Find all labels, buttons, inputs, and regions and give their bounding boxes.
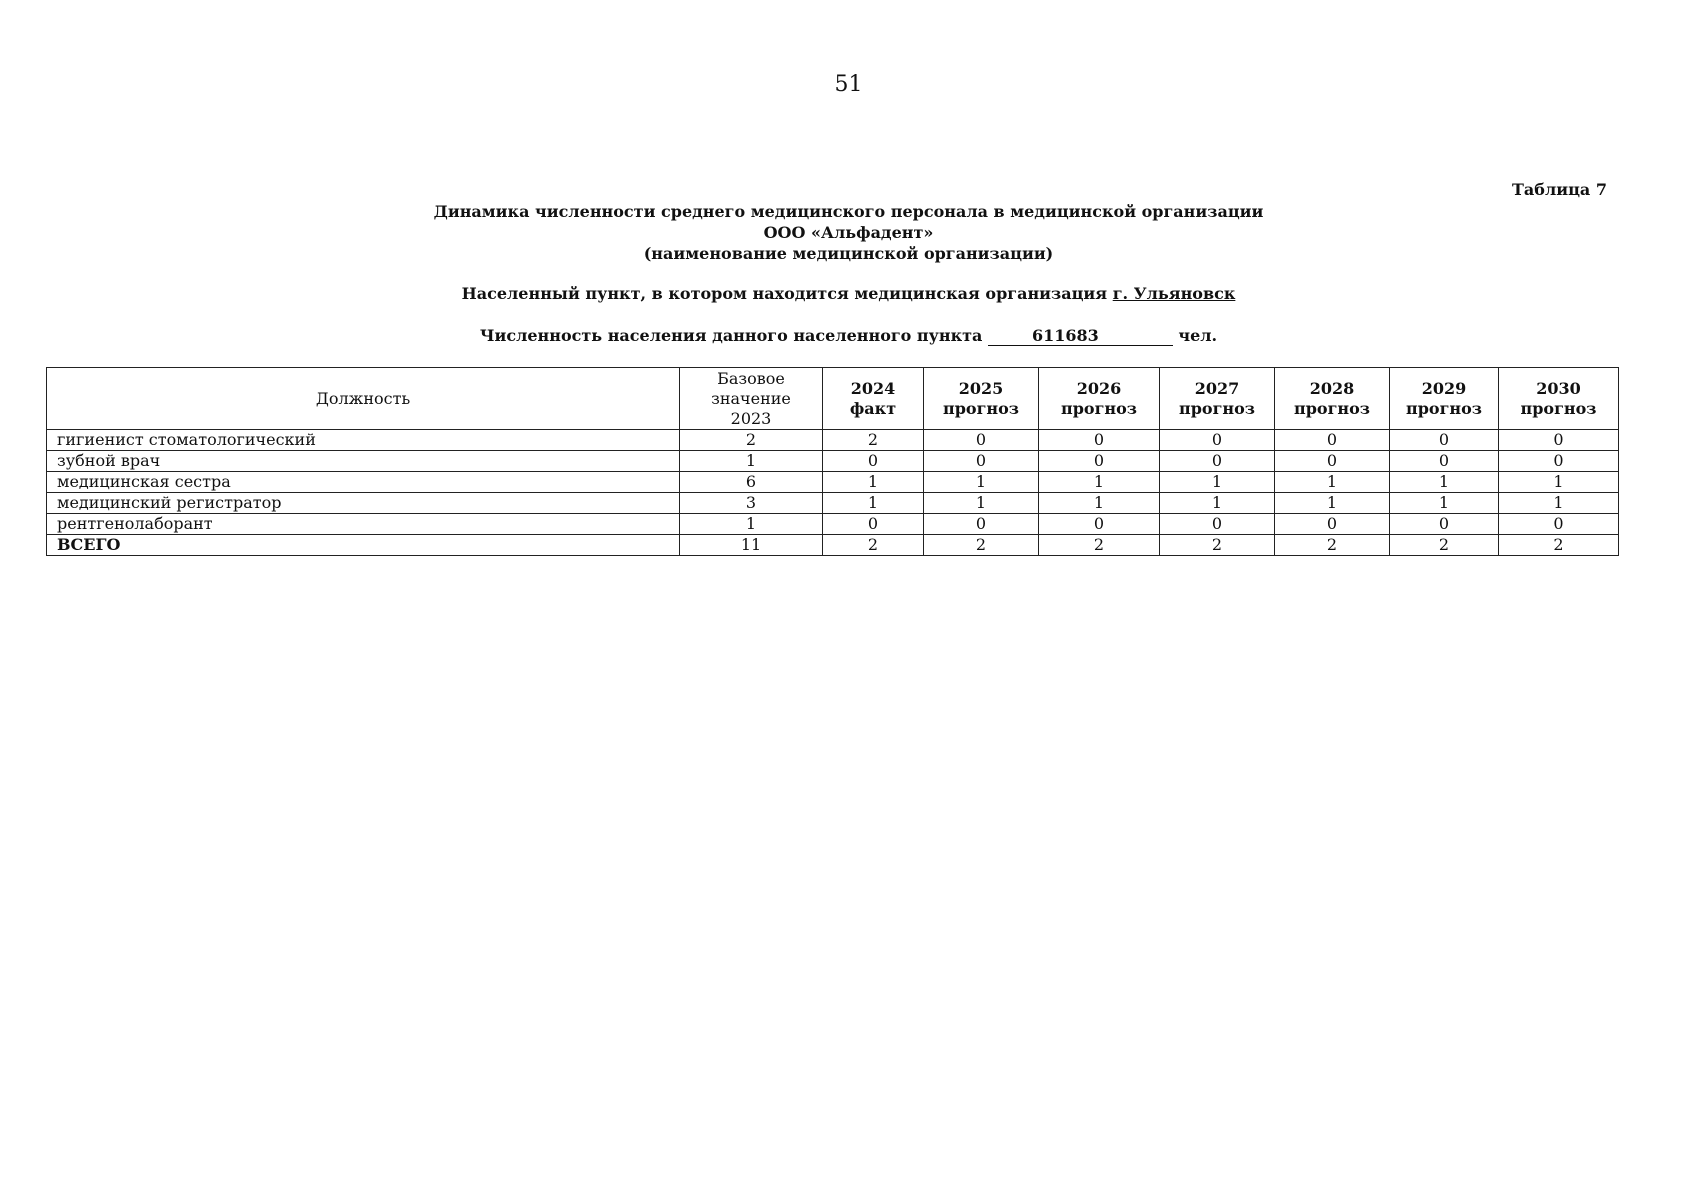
value-cell: 0 xyxy=(1275,451,1390,472)
value-cell: 1 xyxy=(1160,493,1275,514)
population-unit: чел. xyxy=(1178,326,1218,345)
value-cell: 2 xyxy=(680,430,823,451)
header-year: 2024 xyxy=(850,378,896,398)
table-row xyxy=(47,472,1619,493)
total-label: ВСЕГО xyxy=(47,535,680,556)
document-title xyxy=(0,201,1697,264)
value-cell: 1 xyxy=(924,493,1039,514)
population-line xyxy=(0,326,1697,346)
total-value-cell: 11 xyxy=(680,535,823,556)
total-value-cell: 2 xyxy=(1390,535,1499,556)
value-cell: 0 xyxy=(924,514,1039,535)
value-cell: 1 xyxy=(1160,472,1275,493)
value-cell: 1 xyxy=(1390,493,1499,514)
value-cell: 1 xyxy=(1390,472,1499,493)
table-row xyxy=(47,493,1619,514)
header-year-2030 xyxy=(1499,368,1619,430)
table-row xyxy=(47,514,1619,535)
total-row xyxy=(47,535,1619,556)
total-value-cell: 2 xyxy=(1039,535,1160,556)
value-cell: 0 xyxy=(1390,451,1499,472)
title-line: Динамика численности среднего медицинского персонала в медицинской организации xyxy=(433,202,1264,221)
total-value-cell: 2 xyxy=(1160,535,1275,556)
header-year-type: прогноз xyxy=(1406,398,1482,418)
value-cell: 0 xyxy=(823,514,924,535)
header-year: 2028 xyxy=(1309,378,1355,398)
header-year-2025 xyxy=(924,368,1039,430)
table-row xyxy=(47,451,1619,472)
header-year: 2026 xyxy=(1076,378,1122,398)
value-cell: 0 xyxy=(1039,451,1160,472)
header-year-type: прогноз xyxy=(1520,398,1597,418)
settlement-value: г. Ульяновск xyxy=(1112,284,1236,303)
population-field xyxy=(988,327,1173,346)
header-year-2028 xyxy=(1275,368,1390,430)
header-year-2026 xyxy=(1039,368,1160,430)
population-value: 611683 xyxy=(1032,326,1099,345)
header-year: 2027 xyxy=(1194,378,1240,398)
header-year-type: прогноз xyxy=(1179,398,1255,418)
header-base-line: 2023 xyxy=(730,408,772,428)
value-cell: 1 xyxy=(680,451,823,472)
total-value-cell: 2 xyxy=(1499,535,1619,556)
value-cell: 0 xyxy=(1039,430,1160,451)
value-cell: 1 xyxy=(823,493,924,514)
position-cell: медицинский регистратор xyxy=(47,493,680,514)
value-cell: 1 xyxy=(1039,493,1160,514)
value-cell: 1 xyxy=(823,472,924,493)
value-cell: 0 xyxy=(1499,430,1619,451)
header-base-line: Базовое xyxy=(717,368,785,388)
value-cell: 0 xyxy=(1390,514,1499,535)
staff-dynamics-table xyxy=(46,367,1619,556)
organization-name: ООО «Альфадент» xyxy=(763,223,934,242)
value-cell: 0 xyxy=(1275,514,1390,535)
position-cell: зубной врач xyxy=(47,451,680,472)
value-cell: 1 xyxy=(924,472,1039,493)
position-cell: медицинская сестра xyxy=(47,472,680,493)
header-year-2027 xyxy=(1160,368,1275,430)
total-value-cell: 2 xyxy=(924,535,1039,556)
header-year: 2030 xyxy=(1536,378,1581,398)
organization-note: (наименование медицинской организации) xyxy=(643,244,1054,263)
value-cell: 0 xyxy=(823,451,924,472)
header-row xyxy=(47,368,1619,430)
value-cell: 0 xyxy=(1275,430,1390,451)
position-cell: рентгенолаборант xyxy=(47,514,680,535)
value-cell: 3 xyxy=(680,493,823,514)
header-year-2024 xyxy=(823,368,924,430)
header-year: 2029 xyxy=(1421,378,1467,398)
value-cell: 0 xyxy=(1160,451,1275,472)
table-label: Таблица 7 xyxy=(1512,180,1607,199)
header-year-type: прогноз xyxy=(1061,398,1137,418)
header-year-2029 xyxy=(1390,368,1499,430)
header-position: Должность xyxy=(47,368,680,430)
value-cell: 1 xyxy=(1499,472,1619,493)
header-year-type: прогноз xyxy=(943,398,1019,418)
population-label: Численность населения данного населенного пункта xyxy=(479,326,983,345)
position-cell: гигиенист стоматологический xyxy=(47,430,680,451)
value-cell: 1 xyxy=(680,514,823,535)
value-cell: 1 xyxy=(1275,472,1390,493)
settlement-line xyxy=(0,284,1697,303)
header-year: 2025 xyxy=(958,378,1004,398)
value-cell: 0 xyxy=(924,430,1039,451)
header-year-type: прогноз xyxy=(1294,398,1370,418)
value-cell: 1 xyxy=(1499,493,1619,514)
total-value-cell: 2 xyxy=(1275,535,1390,556)
value-cell: 0 xyxy=(1039,514,1160,535)
value-cell: 0 xyxy=(1499,514,1619,535)
value-cell: 0 xyxy=(1160,430,1275,451)
header-base-line: значение xyxy=(711,388,791,408)
value-cell: 0 xyxy=(1160,514,1275,535)
settlement-label: Населенный пункт, в котором находится медицинская организация xyxy=(461,284,1108,303)
value-cell: 2 xyxy=(823,430,924,451)
page-number: 51 xyxy=(834,72,863,97)
value-cell: 0 xyxy=(1390,430,1499,451)
value-cell: 0 xyxy=(924,451,1039,472)
header-year-type: факт xyxy=(849,398,897,418)
value-cell: 1 xyxy=(1039,472,1160,493)
value-cell: 0 xyxy=(1499,451,1619,472)
header-base-value xyxy=(680,368,823,430)
table-row xyxy=(47,430,1619,451)
value-cell: 1 xyxy=(1275,493,1390,514)
value-cell: 6 xyxy=(680,472,823,493)
total-value-cell: 2 xyxy=(823,535,924,556)
